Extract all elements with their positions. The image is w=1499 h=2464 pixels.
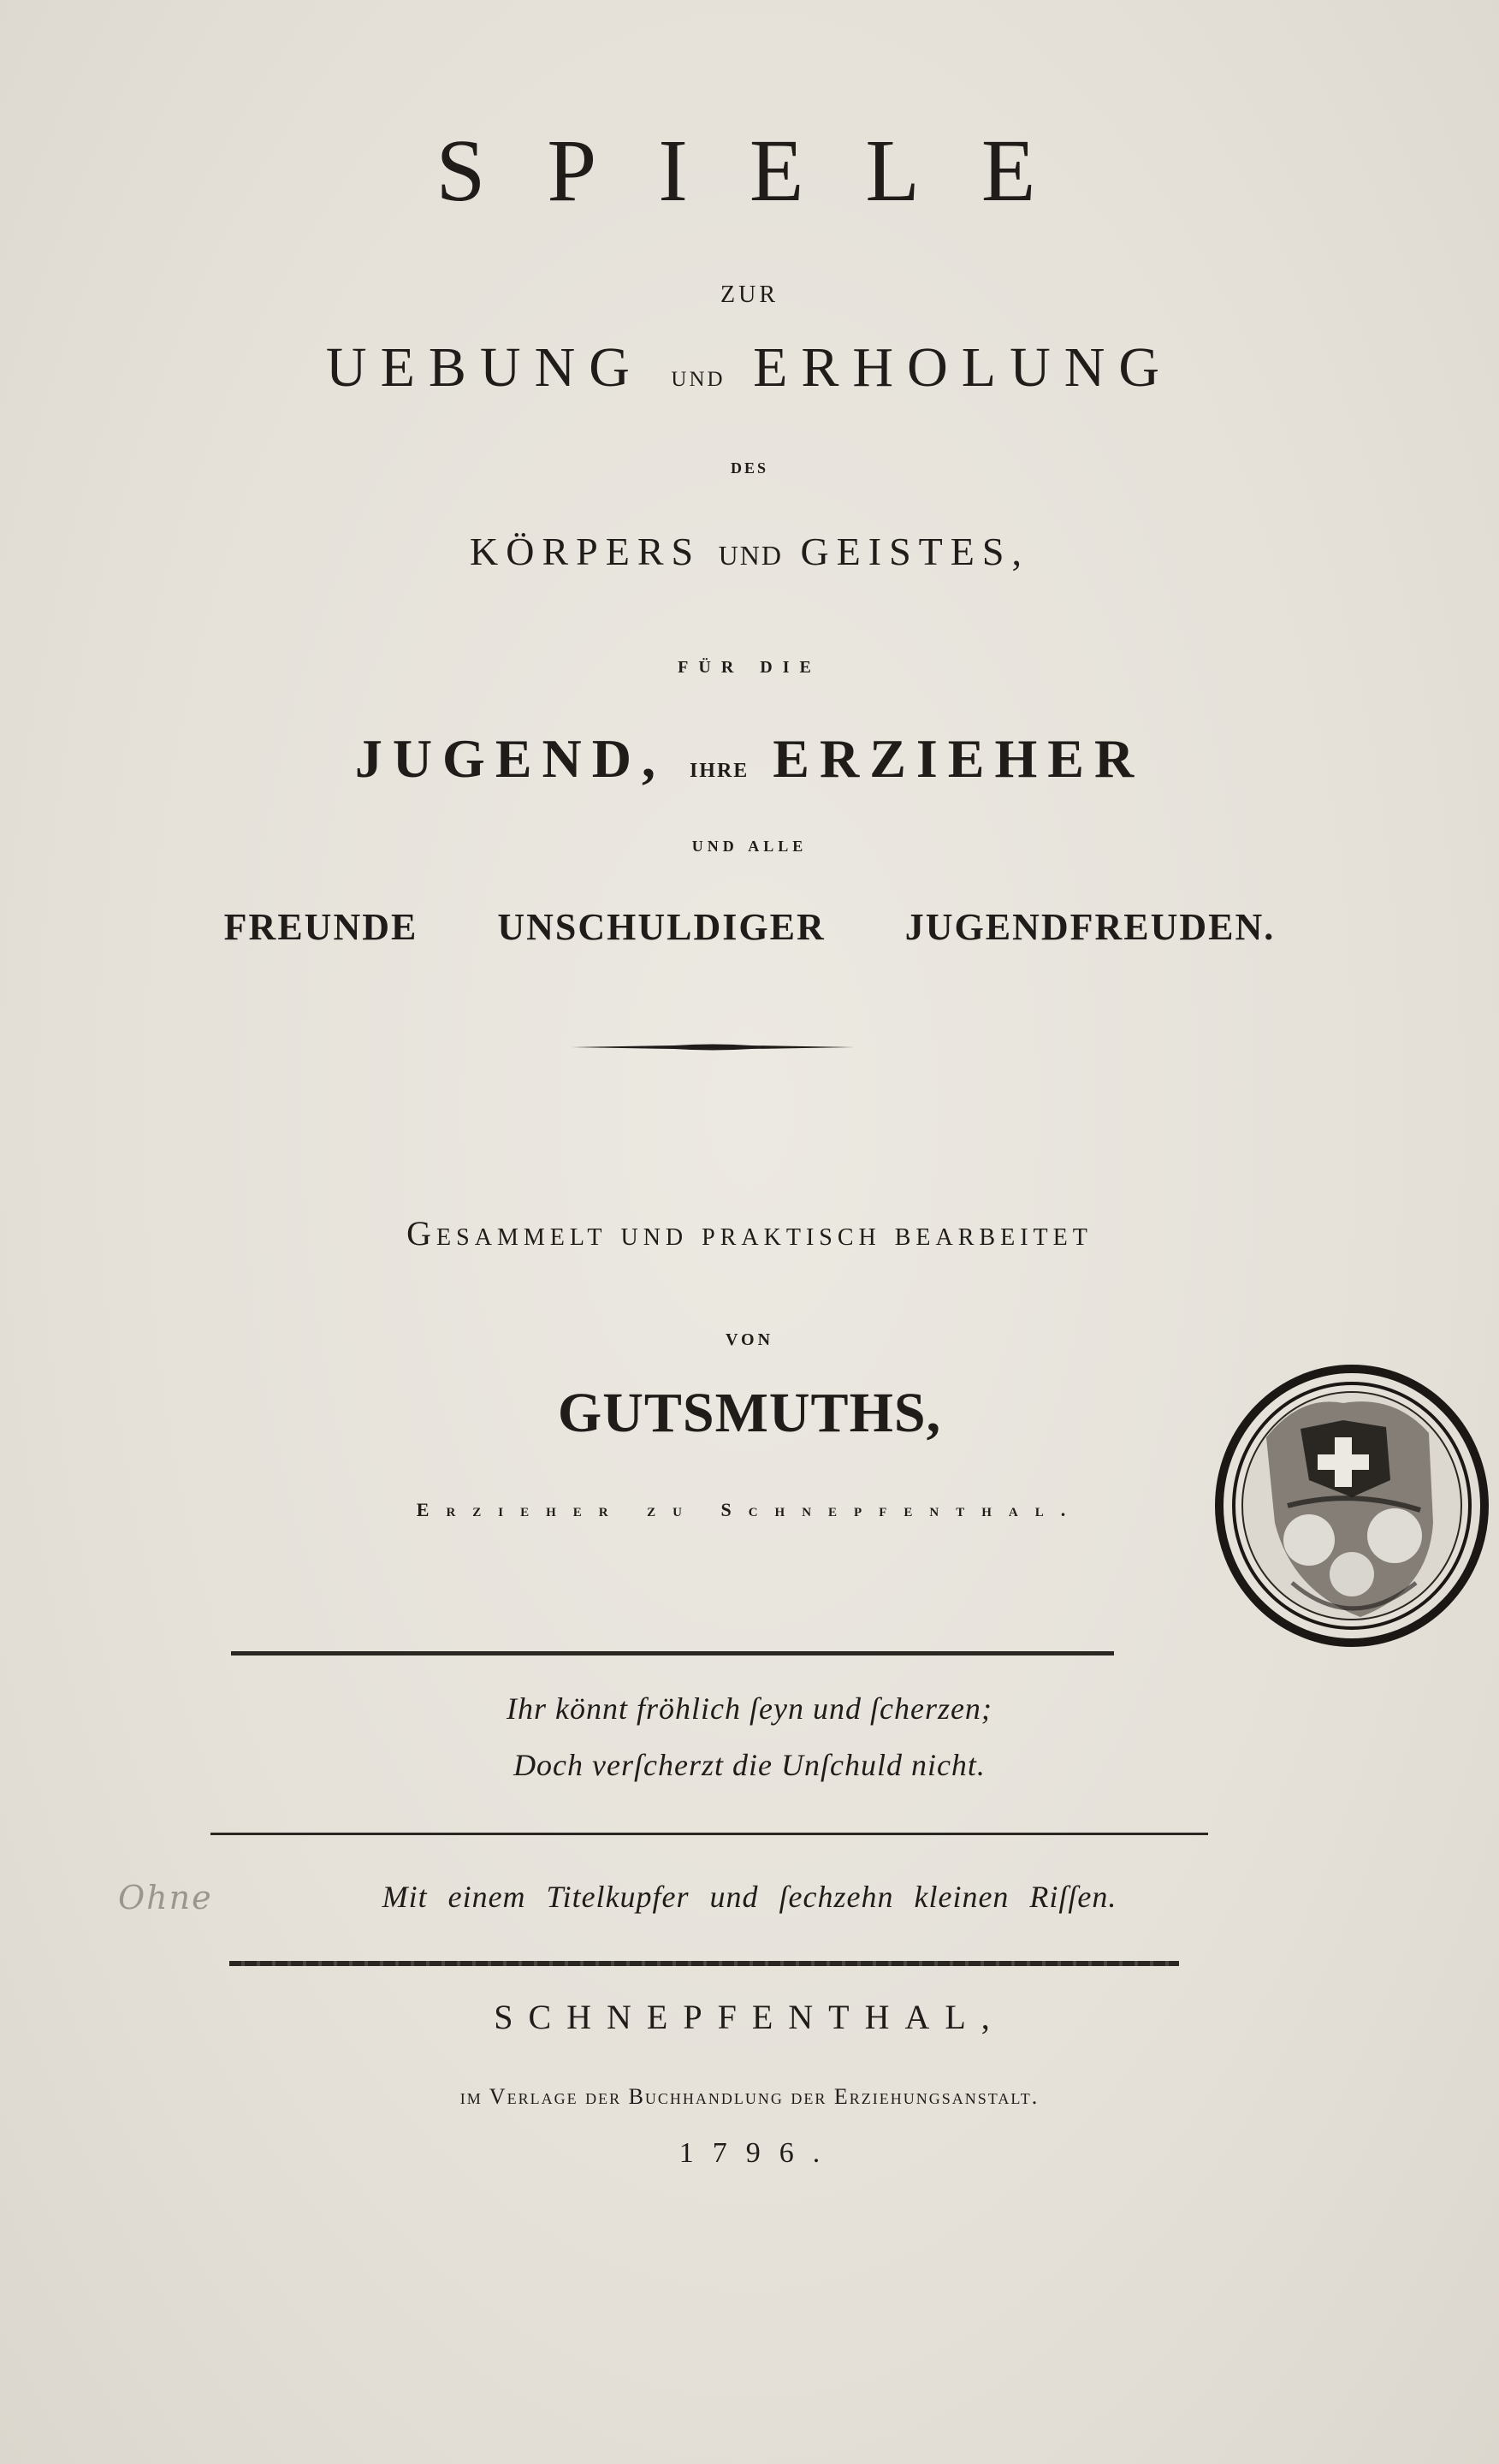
subtitle-koerpers-und: und (718, 530, 783, 573)
subtitle-koerpers: KÖRPERS (470, 530, 702, 573)
pencil-annotation: Ohne (118, 1879, 213, 1916)
divider-rule-2 (210, 1833, 1208, 1835)
compiled-note: Gesammelt und praktisch bearbeitet (406, 1214, 1093, 1253)
subtitle-erholung: ERHOLUNG (753, 336, 1174, 399)
author-role: Erzieher zu Schnepfenthal. (416, 1499, 1083, 1520)
library-seal-stamp (1215, 1335, 1497, 1677)
subtitle-jugend-erzieher (0, 727, 1499, 791)
subtitle-jugend: JUGEND, (354, 728, 666, 789)
motto-line-2: Doch verſcherzt die Unſchuld nicht. (513, 1748, 986, 1782)
subtitle-ihre: ihre (689, 752, 750, 784)
subtitle-und: und (671, 358, 726, 393)
subtitle-geistes: GEISTES, (800, 530, 1029, 573)
subtitle-und-alle: und alle (691, 832, 808, 856)
by-von: von (725, 1324, 774, 1351)
subtitle-zur: zur (720, 271, 779, 310)
divider-rule-1 (231, 1651, 1114, 1656)
subtitle-uebung-erholung (0, 335, 1499, 400)
subtitle-des: des (730, 453, 768, 478)
publisher-line: im Verlage der Buchhandlung der Erziehungsanstalt. (459, 2084, 1040, 2109)
subtitle-freunde: FREUNDE UNSCHULDIGER JUGENDFREUDEN. (223, 906, 1276, 948)
publication-year: 1796. (678, 2137, 839, 2169)
subtitle-uebung: UEBUNG (325, 336, 643, 399)
ornamental-rule (572, 1043, 854, 1051)
illustrations-note: Mit einem Titelkupfer und ſechzehn kleinen Riſſen. (382, 1880, 1117, 1914)
author-name: GUTSMUTHS, (557, 1382, 942, 1444)
motto-line-1: Ihr könnt fröhlich ſeyn und ſcherzen; (507, 1691, 992, 1726)
divider-rule-3 (229, 1961, 1179, 1966)
book-title: SPIELE (435, 121, 1098, 220)
publication-place: SCHNEPFENTHAL, (494, 1998, 1005, 2036)
subtitle-erzieher: ERZIEHER (773, 728, 1145, 789)
subtitle-fuer-die: für die (678, 652, 821, 678)
subtitle-koerpers-geistes (0, 529, 1499, 574)
